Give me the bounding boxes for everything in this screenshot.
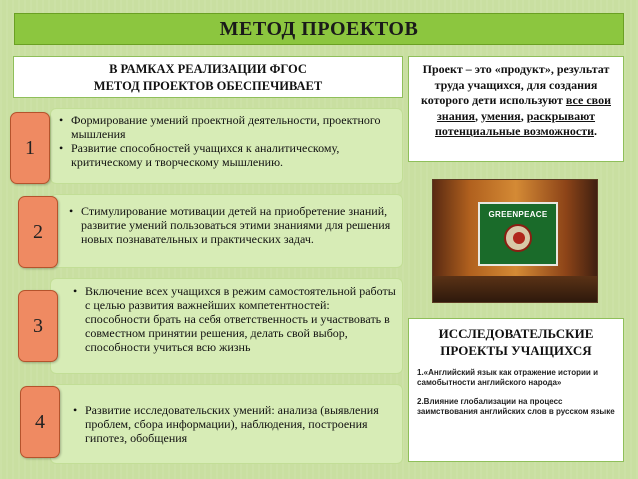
goal-row-1 — [50, 108, 403, 184]
goal-row-3 — [50, 278, 403, 374]
definition-knowledge: все свои знания — [436, 93, 611, 123]
slide-title: МЕТОД ПРОЕКТОВ — [14, 13, 624, 45]
screen-graphic-center — [513, 232, 525, 244]
definition-skills: умения — [481, 108, 521, 123]
goal-number-2: 2 — [18, 196, 58, 268]
definition-end: . — [594, 124, 598, 138]
projector-screen — [478, 202, 558, 266]
goal-1-bullet-2: • Развитие способностей учащихся к аналитическому, критическому и творческому мышлению. — [53, 141, 396, 169]
definition-text: Проект – это «продукт», результат труда учащихся, для создания которого дети используют — [421, 62, 610, 107]
goal-row-2 — [50, 194, 403, 268]
goal-4-bullet-1: • Развитие исследовательских умений: анализа (выявления проблем, сбора информации), наблюдения, построения гипотез, обобщения — [67, 403, 396, 445]
left-header-line1: В РАМКАХ РЕАЛИЗАЦИИ ФГОС — [109, 62, 307, 76]
research-item-1: 1.«Английский язык как отражение истории и самобытности английского народа» — [417, 368, 598, 387]
goal-row-4 — [50, 384, 403, 464]
goal-1-bullet-1: • Формирование умений проектной деятельности, проектного мышления — [53, 113, 396, 141]
project-definition — [408, 56, 624, 162]
left-header-line2: МЕТОД ПРОЕКТОВ ОБЕСПЕЧИВАЕТ — [93, 79, 323, 93]
research-title: ИССЛЕДОВАТЕЛЬСКИЕ ПРОЕКТЫ УЧАЩИХСЯ — [438, 326, 594, 358]
research-projects-box — [408, 318, 624, 462]
goal-number-3: 3 — [18, 290, 58, 362]
goal-2-bullet-1: • Стимулирование мотивации детей на приобретение знаний, развитие умений пользоваться этими знаниями для решения новых познавательных и практических задач. — [63, 204, 396, 246]
left-header — [13, 56, 403, 98]
goal-number-1: 1 — [10, 112, 50, 184]
definition-sep-1: , — [475, 108, 482, 123]
goal-number-4: 4 — [20, 386, 60, 458]
classroom-photo — [432, 179, 598, 303]
photo-floor — [433, 276, 598, 303]
definition-sep-2: , — [520, 108, 527, 123]
screen-caption: GREENPEACE — [488, 210, 548, 219]
research-item-2: 2.Влияние глобализации на процесс заимствования английских слов в русском языке — [417, 397, 615, 416]
goal-3-bullet-1: • Включение всех учащихся в режим самостоятельной работы с целью развития важнейших компетентностей: способности брать на себя ответственность и участвовать в совместном принятии решения, делать свой выбор, способности учиться всю жизнь — [67, 284, 396, 354]
definition-potential: раскрывают потенциальные возможности — [434, 108, 596, 138]
